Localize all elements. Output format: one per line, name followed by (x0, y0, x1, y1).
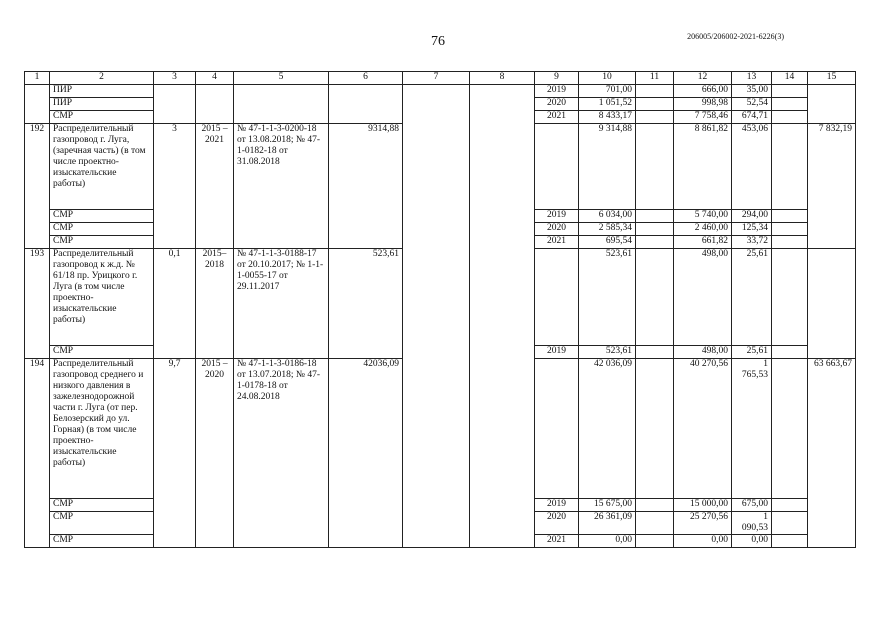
amount-cell: 701,00 (579, 85, 636, 98)
amount-cell: 40 270,56 (674, 359, 732, 499)
amount-cell: 1 051,52 (579, 98, 636, 111)
work-type-cell: СМР (50, 111, 154, 124)
amount-cell: 63 663,67 (808, 359, 856, 548)
investment-table (24, 71, 856, 548)
amount-cell: 7 758,46 (674, 111, 732, 124)
permits-cell: № 47-1-1-3-0186-18 от 13.07.2018; № 47-1-0178-18 от 24.08.2018 (234, 359, 329, 548)
cost-cell: 9314,88 (329, 124, 403, 249)
work-type-cell: ПИР (50, 98, 154, 111)
amount-cell: 498,00 (674, 249, 732, 346)
column-header: 10 (579, 72, 636, 85)
length-cell: 0,1 (154, 249, 196, 359)
amount-cell: 453,06 (732, 124, 772, 210)
permits-cell: № 47-1-1-3-0200-18 от 13.08.2018; № 47-1-0182-18 от 31.08.2018 (234, 124, 329, 249)
object-name: Распределительный газопровод г. Луга, (заречная часть) (в том числе проектно-изыскательские работы) (50, 124, 154, 210)
column-header: 15 (808, 72, 856, 85)
amount-cell: 6 034,00 (579, 210, 636, 223)
table-row (25, 85, 856, 98)
column-header: 7 (403, 72, 470, 85)
column-header: 6 (329, 72, 403, 85)
amount-cell (808, 249, 856, 359)
amount-cell: 8 433,17 (579, 111, 636, 124)
column-header: 11 (636, 72, 674, 85)
amount-cell: 998,98 (674, 98, 732, 111)
column-header: 2 (50, 72, 154, 85)
amount-cell: 661,82 (674, 236, 732, 249)
amount-cell: 33,72 (732, 236, 772, 249)
page-number: 76 (431, 34, 445, 49)
column-number-row (25, 72, 856, 85)
amount-cell: 8 861,82 (674, 124, 732, 210)
amount-cell: 15 675,00 (579, 499, 636, 512)
item-number: 193 (25, 249, 50, 359)
year-cell: 2020 (535, 512, 579, 535)
amount-cell: 0,00 (674, 535, 732, 548)
work-type-cell: СМР (50, 223, 154, 236)
amount-cell: 9 314,88 (579, 124, 636, 210)
period-cell: 2015 – 2020 (196, 359, 234, 548)
amount-cell: 294,00 (732, 210, 772, 223)
work-type-cell: СМР (50, 210, 154, 223)
amount-cell: 1 765,53 (732, 359, 772, 499)
column-header: 5 (234, 72, 329, 85)
column-header: 13 (732, 72, 772, 85)
amount-cell: 666,00 (674, 85, 732, 98)
year-cell: 2019 (535, 85, 579, 98)
column-header: 12 (674, 72, 732, 85)
amount-cell: 5 740,00 (674, 210, 732, 223)
amount-cell: 52,54 (732, 98, 772, 111)
permits-cell: № 47-1-1-3-0188-17 от 20.10.2017; № 1-1-1-0055-17 от 29.11.2017 (234, 249, 329, 359)
amount-cell: 498,00 (674, 346, 732, 359)
work-type-cell: СМР (50, 535, 154, 548)
period-cell: 2015 – 2021 (196, 124, 234, 249)
length-cell: 3 (154, 124, 196, 249)
year-cell: 2019 (535, 210, 579, 223)
amount-cell: 125,34 (732, 223, 772, 236)
amount-cell: 2 460,00 (674, 223, 732, 236)
length-cell: 9,7 (154, 359, 196, 548)
amount-cell: 26 361,09 (579, 512, 636, 535)
year-cell: 2020 (535, 223, 579, 236)
amount-cell: 2 585,34 (579, 223, 636, 236)
amount-cell: 25 270,56 (674, 512, 732, 535)
amount-cell: 674,71 (732, 111, 772, 124)
year-cell: 2021 (535, 535, 579, 548)
year-cell: 2021 (535, 236, 579, 249)
column-header: 9 (535, 72, 579, 85)
amount-cell: 7 832,19 (808, 124, 856, 249)
amount-cell: 0,00 (579, 535, 636, 548)
column-header: 4 (196, 72, 234, 85)
amount-cell: 523,61 (579, 249, 636, 346)
amount-cell: 675,00 (732, 499, 772, 512)
column-header: 3 (154, 72, 196, 85)
year-cell: 2020 (535, 98, 579, 111)
work-type-cell: ПИР (50, 85, 154, 98)
year-cell: 2021 (535, 111, 579, 124)
amount-cell: 0,00 (732, 535, 772, 548)
amount-cell: 523,61 (579, 346, 636, 359)
object-name: Распределительный газопровод к ж.д. № 61/18 пр. Урицкого г. Луга (в том числе проектно-изыскательские работы) (50, 249, 154, 346)
amount-cell: 35,00 (732, 85, 772, 98)
object-name: Распределительный газопровод среднего и низкого давления в зажелезнодорожной части г. Луга (от пер. Белозерский до ул. Горная) (в том числе проектно-изыскательские работы) (50, 359, 154, 499)
amount-cell: 15 000,00 (674, 499, 732, 512)
cost-cell: 42036,09 (329, 359, 403, 548)
column-header: 1 (25, 72, 50, 85)
period-cell: 2015– 2018 (196, 249, 234, 359)
item-number: 194 (25, 359, 50, 548)
work-type-cell: СМР (50, 499, 154, 512)
amount-cell: 1 090,53 (732, 512, 772, 535)
year-cell: 2019 (535, 346, 579, 359)
work-type-cell: СМР (50, 346, 154, 359)
amount-cell: 695,54 (579, 236, 636, 249)
item-number: 192 (25, 124, 50, 249)
year-cell: 2019 (535, 499, 579, 512)
work-type-cell: СМР (50, 512, 154, 535)
work-type-cell: СМР (50, 236, 154, 249)
column-header: 14 (772, 72, 808, 85)
document-reference: 206005/206002-2021-6226(3) (687, 32, 784, 41)
column-header: 8 (470, 72, 535, 85)
amount-cell: 25,61 (732, 346, 772, 359)
amount-cell: 42 036,09 (579, 359, 636, 499)
amount-cell: 25,61 (732, 249, 772, 346)
cost-cell: 523,61 (329, 249, 403, 359)
